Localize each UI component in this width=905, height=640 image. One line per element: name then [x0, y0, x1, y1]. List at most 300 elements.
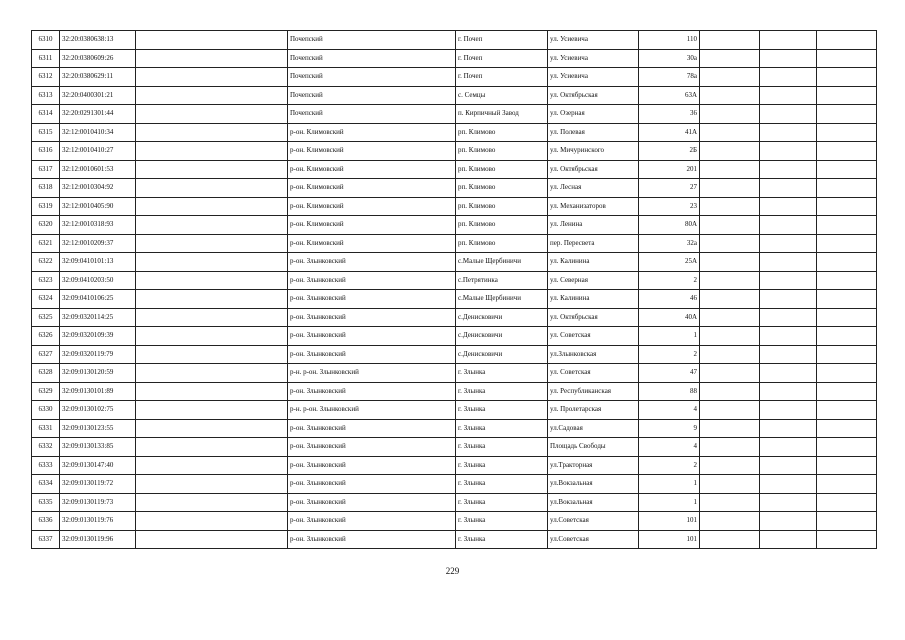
locality-cell: г. Злынка: [456, 530, 548, 549]
empty-cell: [760, 197, 817, 216]
house-number-cell: 201: [639, 160, 700, 179]
district-cell: р-он. Злынковский: [288, 530, 456, 549]
row-number-cell: 6312: [32, 68, 60, 87]
street-cell: ул. Северная: [548, 271, 639, 290]
table-row: [32, 327, 877, 346]
empty-cell: [136, 253, 288, 272]
empty-cell: [700, 308, 760, 327]
district-cell: р-он. Злынковский: [288, 290, 456, 309]
locality-cell: с. Семцы: [456, 86, 548, 105]
row-number-cell: 6325: [32, 308, 60, 327]
cadastral-number-cell: 32:20:0400301:21: [60, 86, 136, 105]
district-cell: Почепский: [288, 86, 456, 105]
cadastral-number-cell: 32:12:0010405:90: [60, 197, 136, 216]
locality-cell: рп. Климово: [456, 160, 548, 179]
empty-cell: [136, 401, 288, 420]
table-row: [32, 123, 877, 142]
district-cell: р-н. р-он. Злынковский: [288, 364, 456, 383]
table-row: [32, 253, 877, 272]
empty-cell: [760, 179, 817, 198]
row-number-cell: 6317: [32, 160, 60, 179]
empty-cell: [700, 197, 760, 216]
cadastral-number-cell: 32:09:0130147:40: [60, 456, 136, 475]
cadastral-number-cell: 32:09:0320119:79: [60, 345, 136, 364]
row-number-cell: 6329: [32, 382, 60, 401]
row-number-cell: 6314: [32, 105, 60, 124]
locality-cell: с.Денисковичи: [456, 308, 548, 327]
house-number-cell: 30а: [639, 49, 700, 68]
row-number-cell: 6336: [32, 512, 60, 531]
empty-cell: [700, 49, 760, 68]
locality-cell: г. Злынка: [456, 475, 548, 494]
empty-cell: [700, 86, 760, 105]
cadastral-number-cell: 32:09:0320109:39: [60, 327, 136, 346]
street-cell: ул. Мичуринского: [548, 142, 639, 161]
empty-cell: [700, 68, 760, 87]
house-number-cell: 2: [639, 271, 700, 290]
row-number-cell: 6337: [32, 530, 60, 549]
table-row: [32, 216, 877, 235]
empty-cell: [136, 68, 288, 87]
house-number-cell: 4: [639, 401, 700, 420]
house-number-cell: 40А: [639, 308, 700, 327]
table-row: [32, 234, 877, 253]
empty-cell: [700, 438, 760, 457]
empty-cell: [700, 271, 760, 290]
district-cell: р-он. Злынковский: [288, 327, 456, 346]
empty-cell: [760, 382, 817, 401]
street-cell: ул. Лесная: [548, 179, 639, 198]
table-row: [32, 271, 877, 290]
table-row: [32, 105, 877, 124]
empty-cell: [817, 382, 877, 401]
table-row: [32, 345, 877, 364]
empty-cell: [700, 493, 760, 512]
cadastral-number-cell: 32:09:0130119:76: [60, 512, 136, 531]
empty-cell: [817, 68, 877, 87]
cadastral-number-cell: 32:20:0291301:44: [60, 105, 136, 124]
empty-cell: [700, 530, 760, 549]
empty-cell: [760, 49, 817, 68]
house-number-cell: 4: [639, 438, 700, 457]
cadastral-number-cell: 32:09:0130119:72: [60, 475, 136, 494]
row-number-cell: 6331: [32, 419, 60, 438]
empty-cell: [700, 327, 760, 346]
empty-cell: [760, 493, 817, 512]
locality-cell: с.Денисковичи: [456, 345, 548, 364]
empty-cell: [700, 419, 760, 438]
empty-cell: [760, 456, 817, 475]
street-cell: ул. Ленина: [548, 216, 639, 235]
row-number-cell: 6319: [32, 197, 60, 216]
table-row: [32, 160, 877, 179]
empty-cell: [817, 86, 877, 105]
street-cell: ул. Озерная: [548, 105, 639, 124]
row-number-cell: 6330: [32, 401, 60, 420]
locality-cell: рп. Климово: [456, 197, 548, 216]
table-row: [32, 86, 877, 105]
empty-cell: [817, 142, 877, 161]
cadastral-number-cell: 32:09:0130120:59: [60, 364, 136, 383]
empty-cell: [700, 179, 760, 198]
empty-cell: [136, 438, 288, 457]
street-cell: ул. Октябрьская: [548, 160, 639, 179]
empty-cell: [136, 456, 288, 475]
district-cell: р-он. Климовский: [288, 197, 456, 216]
empty-cell: [136, 382, 288, 401]
locality-cell: п. Кирпичный Завод: [456, 105, 548, 124]
empty-cell: [817, 345, 877, 364]
locality-cell: с.Денисковичи: [456, 327, 548, 346]
street-cell: Площадь Свободы: [548, 438, 639, 457]
empty-cell: [136, 123, 288, 142]
empty-cell: [700, 475, 760, 494]
empty-cell: [136, 475, 288, 494]
cadastral-number-cell: 32:12:0010209:37: [60, 234, 136, 253]
district-cell: р-он. Злынковский: [288, 475, 456, 494]
district-cell: р-он. Злынковский: [288, 253, 456, 272]
locality-cell: г. Почеп: [456, 49, 548, 68]
row-number-cell: 6315: [32, 123, 60, 142]
empty-cell: [817, 197, 877, 216]
empty-cell: [817, 438, 877, 457]
empty-cell: [817, 234, 877, 253]
locality-cell: г. Почеп: [456, 68, 548, 87]
district-cell: р-он. Злынковский: [288, 438, 456, 457]
empty-cell: [136, 179, 288, 198]
house-number-cell: 32а: [639, 234, 700, 253]
empty-cell: [700, 142, 760, 161]
street-cell: ул. Полевая: [548, 123, 639, 142]
row-number-cell: 6334: [32, 475, 60, 494]
empty-cell: [700, 123, 760, 142]
empty-cell: [136, 105, 288, 124]
row-number-cell: 6311: [32, 49, 60, 68]
district-cell: р-он. Злынковский: [288, 271, 456, 290]
cadastral-number-cell: 32:20:0380609:26: [60, 49, 136, 68]
street-cell: ул.Советская: [548, 530, 639, 549]
empty-cell: [700, 234, 760, 253]
empty-cell: [700, 290, 760, 309]
empty-cell: [760, 86, 817, 105]
district-cell: р-он. Климовский: [288, 142, 456, 161]
row-number-cell: 6313: [32, 86, 60, 105]
street-cell: ул. Механизаторов: [548, 197, 639, 216]
empty-cell: [817, 31, 877, 50]
empty-cell: [760, 68, 817, 87]
empty-cell: [817, 475, 877, 494]
house-number-cell: 101: [639, 512, 700, 531]
empty-cell: [700, 160, 760, 179]
house-number-cell: 46: [639, 290, 700, 309]
district-cell: р-он. Климовский: [288, 179, 456, 198]
locality-cell: с.Малые Щербиничи: [456, 290, 548, 309]
empty-cell: [136, 530, 288, 549]
empty-cell: [760, 401, 817, 420]
cadastral-number-cell: 32:12:0010410:27: [60, 142, 136, 161]
row-number-cell: 6332: [32, 438, 60, 457]
empty-cell: [136, 142, 288, 161]
house-number-cell: 2Б: [639, 142, 700, 161]
empty-cell: [700, 512, 760, 531]
district-cell: р-он. Злынковский: [288, 382, 456, 401]
row-number-cell: 6318: [32, 179, 60, 198]
street-cell: ул.Вокзальная: [548, 475, 639, 494]
locality-cell: рп. Климово: [456, 234, 548, 253]
empty-cell: [136, 493, 288, 512]
empty-cell: [817, 530, 877, 549]
row-number-cell: 6326: [32, 327, 60, 346]
cadastral-number-cell: 32:09:0320114:25: [60, 308, 136, 327]
empty-cell: [760, 419, 817, 438]
locality-cell: рп. Климово: [456, 179, 548, 198]
table-row: [32, 438, 877, 457]
house-number-cell: 41А: [639, 123, 700, 142]
empty-cell: [700, 31, 760, 50]
table-row: [32, 142, 877, 161]
empty-cell: [760, 512, 817, 531]
empty-cell: [760, 123, 817, 142]
empty-cell: [817, 493, 877, 512]
empty-cell: [817, 160, 877, 179]
district-cell: р-он. Злынковский: [288, 456, 456, 475]
empty-cell: [700, 401, 760, 420]
empty-cell: [817, 271, 877, 290]
cadastral-number-cell: 32:09:0410203:50: [60, 271, 136, 290]
street-cell: ул. Республиканская: [548, 382, 639, 401]
district-cell: р-он. Климовский: [288, 160, 456, 179]
empty-cell: [760, 290, 817, 309]
table-row: [32, 401, 877, 420]
empty-cell: [700, 253, 760, 272]
row-number-cell: 6333: [32, 456, 60, 475]
house-number-cell: 1: [639, 493, 700, 512]
table-row: [32, 290, 877, 309]
row-number-cell: 6328: [32, 364, 60, 383]
house-number-cell: 80А: [639, 216, 700, 235]
row-number-cell: 6320: [32, 216, 60, 235]
empty-cell: [760, 438, 817, 457]
district-cell: р-он. Злынковский: [288, 345, 456, 364]
cadastral-number-cell: 32:12:0010304:92: [60, 179, 136, 198]
locality-cell: г. Злынка: [456, 419, 548, 438]
row-number-cell: 6322: [32, 253, 60, 272]
district-cell: Почепский: [288, 105, 456, 124]
empty-cell: [817, 308, 877, 327]
street-cell: ул. Калинина: [548, 290, 639, 309]
street-cell: ул. Калинина: [548, 253, 639, 272]
street-cell: ул.Тракторная: [548, 456, 639, 475]
row-number-cell: 6335: [32, 493, 60, 512]
locality-cell: рп. Климово: [456, 123, 548, 142]
locality-cell: г. Злынка: [456, 401, 548, 420]
empty-cell: [817, 364, 877, 383]
empty-cell: [700, 456, 760, 475]
empty-cell: [760, 216, 817, 235]
street-cell: ул.Вокзальная: [548, 493, 639, 512]
table-row: [32, 364, 877, 383]
house-number-cell: 2: [639, 345, 700, 364]
empty-cell: [817, 327, 877, 346]
empty-cell: [817, 419, 877, 438]
cadastral-number-cell: 32:09:0130101:89: [60, 382, 136, 401]
empty-cell: [817, 401, 877, 420]
street-cell: ул. Усиевича: [548, 68, 639, 87]
district-cell: Почепский: [288, 49, 456, 68]
address-register-table: [31, 30, 877, 549]
empty-cell: [136, 160, 288, 179]
district-cell: р-он. Злынковский: [288, 419, 456, 438]
empty-cell: [760, 253, 817, 272]
table-row: [32, 475, 877, 494]
district-cell: р-он. Климовский: [288, 216, 456, 235]
district-cell: Почепский: [288, 31, 456, 50]
locality-cell: г. Злынка: [456, 493, 548, 512]
cadastral-number-cell: 32:20:0380638:13: [60, 31, 136, 50]
empty-cell: [136, 271, 288, 290]
house-number-cell: 47: [639, 364, 700, 383]
empty-cell: [136, 197, 288, 216]
row-number-cell: 6324: [32, 290, 60, 309]
cadastral-number-cell: 32:12:0010410:34: [60, 123, 136, 142]
row-number-cell: 6310: [32, 31, 60, 50]
row-number-cell: 6323: [32, 271, 60, 290]
row-number-cell: 6321: [32, 234, 60, 253]
empty-cell: [700, 364, 760, 383]
house-number-cell: 36: [639, 105, 700, 124]
empty-cell: [136, 49, 288, 68]
cadastral-number-cell: 32:09:0130133:85: [60, 438, 136, 457]
house-number-cell: 88: [639, 382, 700, 401]
house-number-cell: 9: [639, 419, 700, 438]
locality-cell: г. Злынка: [456, 438, 548, 457]
house-number-cell: 1: [639, 475, 700, 494]
table-row: [32, 31, 877, 50]
district-cell: р-н. р-он. Злынковский: [288, 401, 456, 420]
house-number-cell: 23: [639, 197, 700, 216]
empty-cell: [700, 382, 760, 401]
empty-cell: [817, 253, 877, 272]
house-number-cell: 63А: [639, 86, 700, 105]
house-number-cell: 1: [639, 327, 700, 346]
row-number-cell: 6316: [32, 142, 60, 161]
cadastral-number-cell: 32:09:0130123:55: [60, 419, 136, 438]
empty-cell: [136, 345, 288, 364]
empty-cell: [760, 31, 817, 50]
empty-cell: [760, 475, 817, 494]
empty-cell: [136, 86, 288, 105]
empty-cell: [136, 364, 288, 383]
cadastral-number-cell: 32:09:0130102:75: [60, 401, 136, 420]
table-row: [32, 68, 877, 87]
locality-cell: с.Петрятинка: [456, 271, 548, 290]
row-number-cell: 6327: [32, 345, 60, 364]
locality-cell: рп. Климово: [456, 216, 548, 235]
street-cell: пер. Пересвета: [548, 234, 639, 253]
table-row: [32, 49, 877, 68]
empty-cell: [136, 308, 288, 327]
empty-cell: [136, 419, 288, 438]
table-row: [32, 530, 877, 549]
locality-cell: г. Злынка: [456, 456, 548, 475]
street-cell: ул.Советская: [548, 512, 639, 531]
house-number-cell: 110: [639, 31, 700, 50]
cadastral-number-cell: 32:12:0010601:53: [60, 160, 136, 179]
table-row: [32, 419, 877, 438]
cadastral-number-cell: 32:09:0410106:25: [60, 290, 136, 309]
house-number-cell: 101: [639, 530, 700, 549]
street-cell: ул. Усиевича: [548, 49, 639, 68]
table-row: [32, 197, 877, 216]
empty-cell: [760, 364, 817, 383]
street-cell: ул. Пролетарская: [548, 401, 639, 420]
locality-cell: с.Малые Щербиничи: [456, 253, 548, 272]
empty-cell: [760, 160, 817, 179]
table-row: [32, 308, 877, 327]
district-cell: р-он. Климовский: [288, 234, 456, 253]
street-cell: ул.Злынковская: [548, 345, 639, 364]
empty-cell: [760, 327, 817, 346]
empty-cell: [136, 327, 288, 346]
street-cell: ул. Советская: [548, 364, 639, 383]
district-cell: р-он. Климовский: [288, 123, 456, 142]
empty-cell: [817, 179, 877, 198]
locality-cell: г. Злынка: [456, 364, 548, 383]
district-cell: р-он. Злынковский: [288, 512, 456, 531]
street-cell: ул.Садовая: [548, 419, 639, 438]
house-number-cell: 27: [639, 179, 700, 198]
cadastral-number-cell: 32:09:0130119:73: [60, 493, 136, 512]
district-cell: р-он. Злынковский: [288, 308, 456, 327]
table-row: [32, 179, 877, 198]
street-cell: ул. Советская: [548, 327, 639, 346]
cadastral-number-cell: 32:09:0410101:13: [60, 253, 136, 272]
empty-cell: [136, 234, 288, 253]
empty-cell: [136, 31, 288, 50]
table-row: [32, 512, 877, 531]
empty-cell: [760, 308, 817, 327]
empty-cell: [760, 142, 817, 161]
empty-cell: [817, 123, 877, 142]
empty-cell: [760, 345, 817, 364]
house-number-cell: 2: [639, 456, 700, 475]
empty-cell: [136, 216, 288, 235]
street-cell: ул. Октябрьская: [548, 86, 639, 105]
locality-cell: г. Почеп: [456, 31, 548, 50]
empty-cell: [760, 530, 817, 549]
locality-cell: г. Злынка: [456, 512, 548, 531]
page-number: 229: [445, 566, 460, 576]
table-row: [32, 493, 877, 512]
empty-cell: [817, 290, 877, 309]
locality-cell: рп. Климово: [456, 142, 548, 161]
house-number-cell: 78а: [639, 68, 700, 87]
empty-cell: [817, 512, 877, 531]
table-row: [32, 456, 877, 475]
empty-cell: [817, 105, 877, 124]
street-cell: ул. Усиевича: [548, 31, 639, 50]
empty-cell: [817, 456, 877, 475]
table-row: [32, 382, 877, 401]
locality-cell: г. Злынка: [456, 382, 548, 401]
cadastral-number-cell: 32:12:0010318:93: [60, 216, 136, 235]
house-number-cell: 25А: [639, 253, 700, 272]
cadastral-number-cell: 32:20:0380629:11: [60, 68, 136, 87]
empty-cell: [817, 49, 877, 68]
empty-cell: [760, 234, 817, 253]
district-cell: Почепский: [288, 68, 456, 87]
street-cell: ул. Октябрьская: [548, 308, 639, 327]
